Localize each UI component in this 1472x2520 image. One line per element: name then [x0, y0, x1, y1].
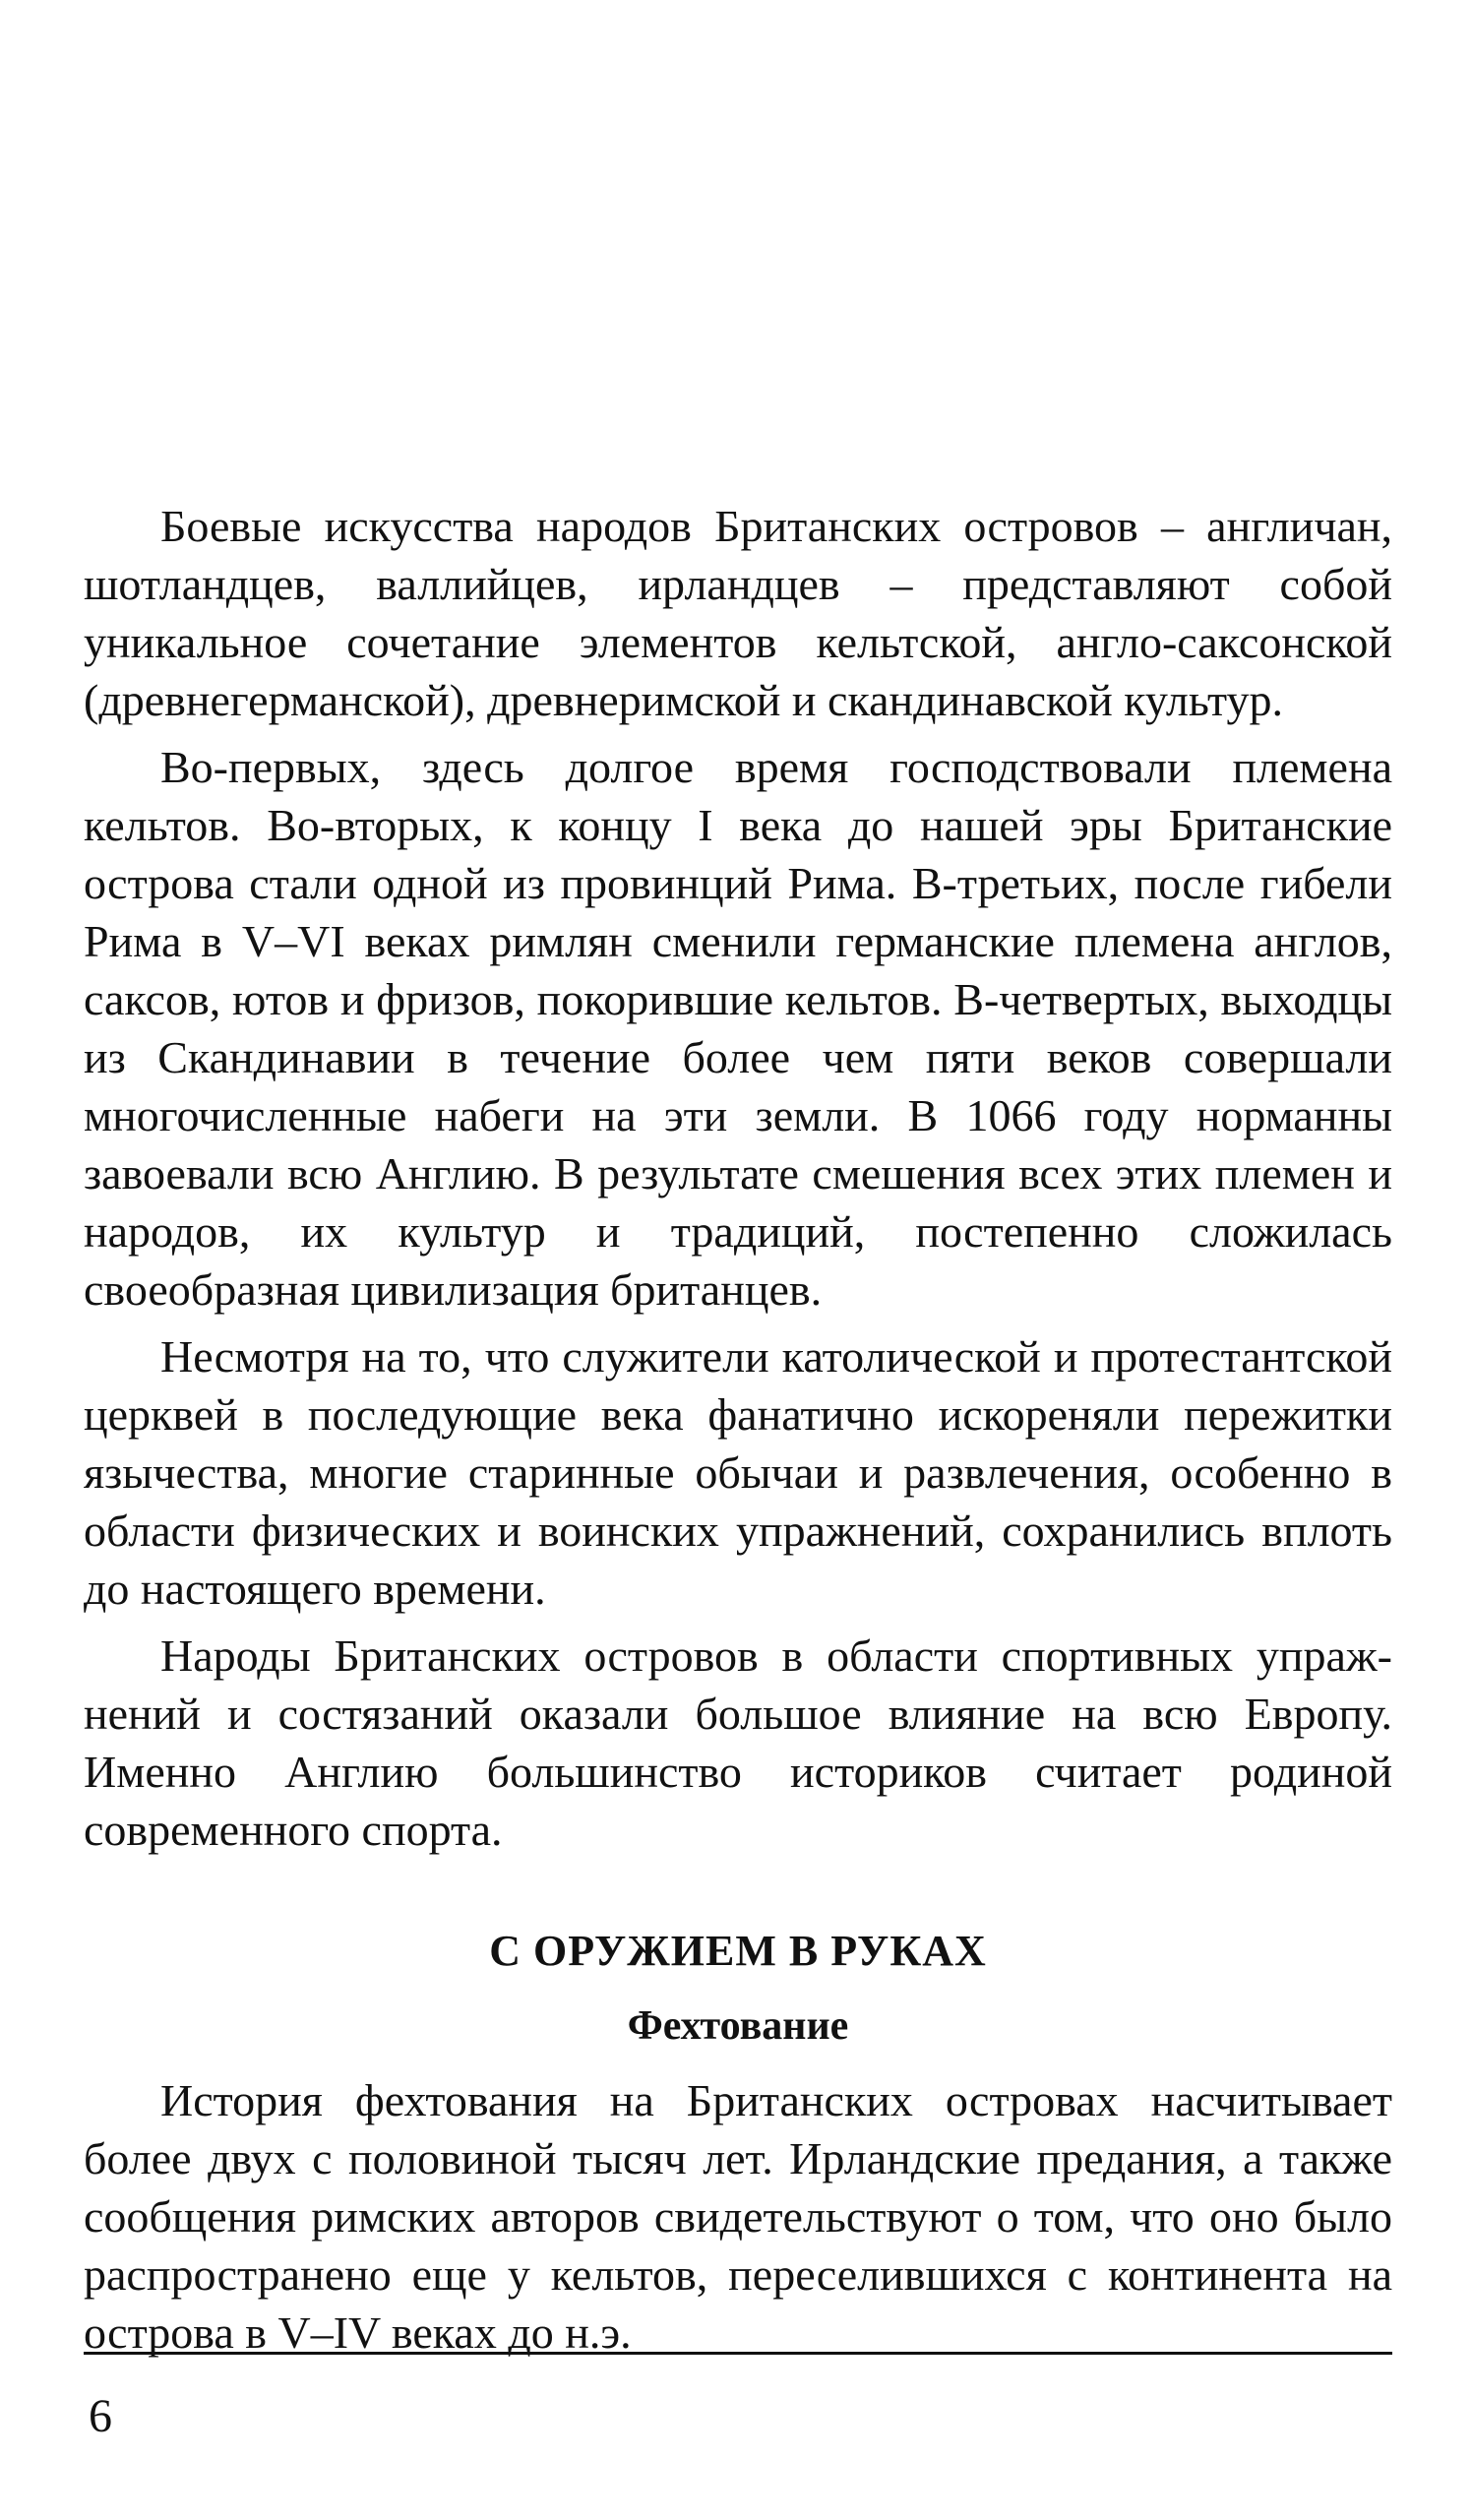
page-number: 6 — [89, 2390, 112, 2442]
chapter-heading: С ОРУЖИЕМ В РУКАХ — [489, 1927, 987, 1975]
traditions-paragraph: Несмотря на то, что служители католической и протестантской церквей в последующие века фанатично искореняли пережитки язычества, многие старинные обычаи и развлечения, особенно в области физических и воинских упражнений, сохранились вплоть до настоящего времени. — [84, 1331, 1392, 1614]
section-heading: Фехтование — [627, 2003, 849, 2049]
page-body — [84, 497, 1392, 2362]
history-paragraph: Во-первых, здесь долгое время господствовали племена кельтов. Во-вторых, к концу I века до нашей эры Британские острова стали одной из провинций Рима. В-третьих, после гибели Рима в V–VI веках римлян сменили германские племена англов, саксов, ютов и фризов, покорившие кельтов. В-четвертых, выходцы из Скандинавии в течение более чем пяти веков совершали многочисленные набеги на эти земли. В 1066 году норманны завоевали всю Англию. В результате смешения всех этих племен и народов, их культур и традиций, постепенно сложилась своеобразная цивилизация британцев. — [84, 742, 1392, 1315]
fencing-paragraph: История фехтования на Британских островах насчитывает более двух с половиной тысяч лет. Ирландские предания, а также сообщения римских авторов свидетельствуют о том, что оно было распространено еще у кельтов, переселившихся с континента на острова в V–IV веках до н.э. — [84, 2075, 1392, 2358]
sport-paragraph: Народы Британских островов в области спортивных упражнений и состязаний оказали большое влияние на всю Европу. Именно Англию большинство историков считает родиной современного спорта. — [84, 1630, 1392, 1855]
intro-paragraph: Боевые искусства народов Британских островов – англичан, шотландцев, валлийцев, ирландцев – представляют собой уникальное сочетание элементов кельтской, англо-саксонской (древнегерманской), древнеримской и скандинавской культур. — [84, 501, 1392, 725]
footer-divider — [84, 2352, 1392, 2355]
